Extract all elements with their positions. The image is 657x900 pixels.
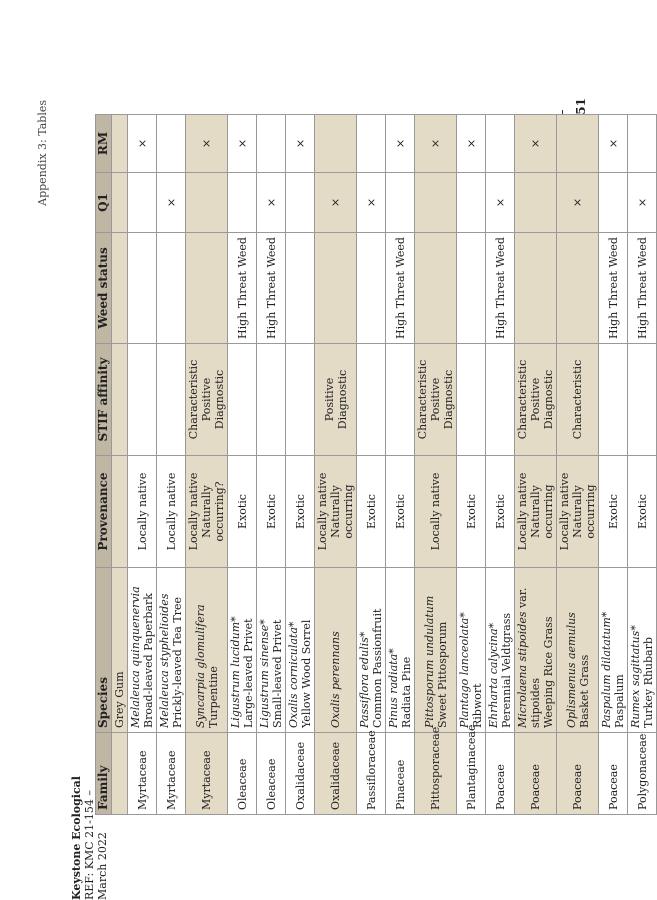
family-cell: Polygonaceae	[628, 733, 657, 815]
common-name: Prickly-leaved Tea Tree	[171, 597, 184, 728]
rm-cell: ×	[228, 115, 257, 173]
species-cell	[599, 568, 628, 733]
family-cell	[112, 733, 128, 815]
rm-cell: ×	[286, 115, 315, 173]
provenance-cell: Exotic	[357, 456, 386, 568]
rm-cell	[315, 115, 357, 173]
q1-cell	[128, 173, 157, 233]
stif-affinity-cell	[386, 344, 415, 456]
species-cell	[186, 568, 228, 733]
provenance-cell: Locally native	[415, 456, 457, 568]
common-name: Grey Gum	[113, 671, 126, 728]
provenance-cell: Locally native Naturally occurring	[515, 456, 557, 568]
q1-cell: ×	[315, 173, 357, 233]
provenance-cell: Exotic	[599, 456, 628, 568]
species-cell	[415, 568, 457, 733]
q1-cell	[386, 173, 415, 233]
common-name: Yellow Wood Sorrel	[300, 619, 313, 728]
table-row	[457, 115, 486, 815]
rm-cell	[157, 115, 186, 173]
scientific-name: Oxalis corniculata*	[287, 621, 300, 728]
family-cell: Oxalidaceae	[315, 733, 357, 815]
species-cell	[286, 568, 315, 733]
q1-cell	[515, 173, 557, 233]
q1-cell: ×	[486, 173, 515, 233]
provenance-cell: Exotic	[286, 456, 315, 568]
q1-cell	[415, 173, 457, 233]
species-cell	[112, 568, 128, 733]
q1-cell	[457, 173, 486, 233]
provenance-cell: Locally native	[128, 456, 157, 568]
species-cell	[257, 568, 286, 733]
species-cell	[486, 568, 515, 733]
common-name: Broad-leaved Paperbark	[142, 593, 155, 728]
rm-cell: ×	[599, 115, 628, 173]
appendix-label: Appendix 3: Tables	[36, 100, 49, 206]
family-cell: Myrtaceae	[157, 733, 186, 815]
scientific-name: Oxalis perennans	[329, 631, 342, 728]
common-name: Ribwort	[471, 683, 484, 728]
stif-affinity-cell	[228, 344, 257, 456]
rm-cell: ×	[457, 115, 486, 173]
q1-cell: ×	[157, 173, 186, 233]
scientific-name: Ligustrum sinense*	[258, 619, 271, 728]
stif-affinity-cell: Characteristic Positive Diagnostic	[186, 344, 228, 456]
rm-cell	[557, 115, 599, 173]
stif-affinity-cell	[286, 344, 315, 456]
table-row	[415, 115, 457, 815]
scientific-name: Rumex sagittatus*	[629, 625, 642, 728]
header-rm: RM	[96, 115, 112, 173]
rm-cell	[257, 115, 286, 173]
rm-cell: ×	[386, 115, 415, 173]
provenance-cell: Exotic	[486, 456, 515, 568]
q1-cell	[286, 173, 315, 233]
rm-cell: ×	[186, 115, 228, 173]
weed-status-cell	[128, 233, 157, 344]
table-row	[257, 115, 286, 815]
family-cell: Oleaceae	[228, 733, 257, 815]
stif-affinity-cell	[357, 344, 386, 456]
weed-status-cell	[415, 233, 457, 344]
family-cell: Pinaceae	[386, 733, 415, 815]
table-row	[515, 115, 557, 815]
species-table-container	[95, 115, 655, 815]
stif-affinity-cell: Characteristic Positive Diagnostic	[515, 344, 557, 456]
scientific-name: Syncarpia glomulifera	[193, 604, 207, 728]
scientific-name: Microlaena stipoides	[516, 611, 529, 728]
species-cell	[128, 568, 157, 733]
scientific-name: Passiflora edulis*	[358, 631, 371, 728]
weed-status-cell: High Threat Weed	[599, 233, 628, 344]
table-header-row	[96, 115, 112, 815]
provenance-cell: Exotic	[457, 456, 486, 568]
stif-affinity-cell	[128, 344, 157, 456]
q1-cell	[228, 173, 257, 233]
stif-affinity-cell: Characteristic	[557, 344, 599, 456]
family-cell: Oleaceae	[257, 733, 286, 815]
stif-affinity-cell	[157, 344, 186, 456]
footer-company: Keystone Ecological	[70, 776, 83, 900]
family-cell: Pittosporaceae	[415, 733, 457, 815]
species-cell	[457, 568, 486, 733]
provenance-cell: Exotic	[257, 456, 286, 568]
common-name: Turpentine	[206, 666, 220, 728]
rm-cell	[357, 115, 386, 173]
q1-cell	[599, 173, 628, 233]
stif-affinity-cell	[628, 344, 657, 456]
common-name: Paspalum	[613, 674, 626, 728]
weed-status-cell	[515, 233, 557, 344]
scientific-name: Pinus radiata*	[387, 648, 400, 728]
species-cell	[557, 568, 599, 733]
species-cell	[228, 568, 257, 733]
stif-affinity-cell	[457, 344, 486, 456]
common-name: Radiata Pine	[400, 656, 413, 728]
provenance-cell: Locally native Naturally occurring?	[186, 456, 228, 568]
table-row	[599, 115, 628, 815]
page-number: 51	[574, 98, 588, 115]
scientific-name: Pittosporum undulatum	[422, 595, 436, 728]
weed-status-cell	[357, 233, 386, 344]
weed-status-cell	[286, 233, 315, 344]
table-row	[357, 115, 386, 815]
common-name: Small-leaved Privet	[271, 619, 284, 728]
q1-cell	[112, 173, 128, 233]
family-cell: Myrtaceae	[128, 733, 157, 815]
scientific-name: Melaleuca quinquenervia	[129, 586, 142, 728]
table-row	[628, 115, 657, 815]
common-name: Large-leaved Privet	[242, 618, 255, 728]
stif-affinity-cell: Characteristic Positive Diagnostic	[415, 344, 457, 456]
table-row	[286, 115, 315, 815]
table-row	[386, 115, 415, 815]
header-provenance: Provenance	[96, 456, 112, 568]
table-body	[112, 115, 657, 815]
header-stif-affinity: STIF affinity	[96, 344, 112, 456]
rm-cell: ×	[128, 115, 157, 173]
weed-status-cell: High Threat Weed	[257, 233, 286, 344]
header-q1: Q1	[96, 173, 112, 233]
scientific-name: Ligustrum lucidum*	[229, 616, 242, 728]
rm-cell	[112, 115, 128, 173]
species-cell	[628, 568, 657, 733]
family-cell: Passifloraceae	[357, 733, 386, 815]
scientific-name: Paspalum dilatatum*	[600, 611, 613, 728]
table-row	[486, 115, 515, 815]
weed-status-cell	[315, 233, 357, 344]
family-cell: Poaceae	[515, 733, 557, 815]
header-weed-status: Weed status	[96, 233, 112, 344]
weed-status-cell	[457, 233, 486, 344]
header-family: Family	[96, 733, 112, 815]
table-row	[157, 115, 186, 815]
scientific-name: Plantago lanceolata*	[458, 612, 471, 728]
provenance-cell: Exotic	[228, 456, 257, 568]
weed-status-cell	[157, 233, 186, 344]
family-cell: Poaceae	[486, 733, 515, 815]
provenance-cell: Locally native	[157, 456, 186, 568]
common-name: Basket Grass	[577, 654, 591, 728]
stif-affinity-cell	[257, 344, 286, 456]
weed-status-cell	[557, 233, 599, 344]
weed-status-cell: High Threat Weed	[386, 233, 415, 344]
provenance-cell: Exotic	[386, 456, 415, 568]
family-cell: Myrtaceae	[186, 733, 228, 815]
stif-affinity-cell	[486, 344, 515, 456]
stif-affinity-cell: Positive Diagnostic	[315, 344, 357, 456]
common-name: Turkey Rhubarb	[642, 637, 655, 728]
table-row	[315, 115, 357, 815]
rm-cell	[486, 115, 515, 173]
table-row	[128, 115, 157, 815]
common-name: Sweet Pittosporum	[435, 621, 449, 728]
species-table	[95, 114, 657, 815]
weed-status-cell: High Threat Weed	[228, 233, 257, 344]
table-row	[557, 115, 599, 815]
table-row	[112, 115, 128, 815]
table-row	[228, 115, 257, 815]
family-cell: Poaceae	[599, 733, 628, 815]
q1-cell: ×	[357, 173, 386, 233]
family-cell: Plantaginaceae	[457, 733, 486, 815]
rm-cell: ×	[415, 115, 457, 173]
header-species: Species	[96, 568, 112, 733]
provenance-cell	[112, 456, 128, 568]
q1-cell: ×	[557, 173, 599, 233]
species-cell	[157, 568, 186, 733]
rm-cell: ×	[515, 115, 557, 173]
stif-affinity-cell	[112, 344, 128, 456]
scientific-name: Melaleuca styphelioides	[158, 593, 171, 728]
weed-status-cell	[186, 233, 228, 344]
family-cell: Poaceae	[557, 733, 599, 815]
q1-cell	[186, 173, 228, 233]
common-name: Common Passionfruit	[371, 608, 384, 728]
common-name: Perennial Veldtgrass	[500, 612, 513, 728]
rm-cell	[628, 115, 657, 173]
provenance-cell: Locally native Naturally occurring	[315, 456, 357, 568]
provenance-cell: Locally native Naturally occurring	[557, 456, 599, 568]
species-cell	[315, 568, 357, 733]
species-cell	[357, 568, 386, 733]
scientific-name: Oplismenus aemulus	[564, 612, 578, 728]
common-name: Weeping Rice Grass	[542, 616, 555, 728]
footer-ref: REF: KMC 21-154 – March 2022	[83, 790, 109, 900]
stif-affinity-cell	[599, 344, 628, 456]
species-cell	[386, 568, 415, 733]
table-row	[186, 115, 228, 815]
weed-status-cell	[112, 233, 128, 344]
scientific-name-suffix: var. stipoides	[516, 587, 542, 728]
species-cell	[515, 568, 557, 733]
weed-status-cell: High Threat Weed	[628, 233, 657, 344]
scientific-name: Ehrharta calycina*	[487, 622, 500, 728]
q1-cell: ×	[628, 173, 657, 233]
provenance-cell: Exotic	[628, 456, 657, 568]
weed-status-cell: High Threat Weed	[486, 233, 515, 344]
family-cell: Oxalidaceae	[286, 733, 315, 815]
q1-cell: ×	[257, 173, 286, 233]
